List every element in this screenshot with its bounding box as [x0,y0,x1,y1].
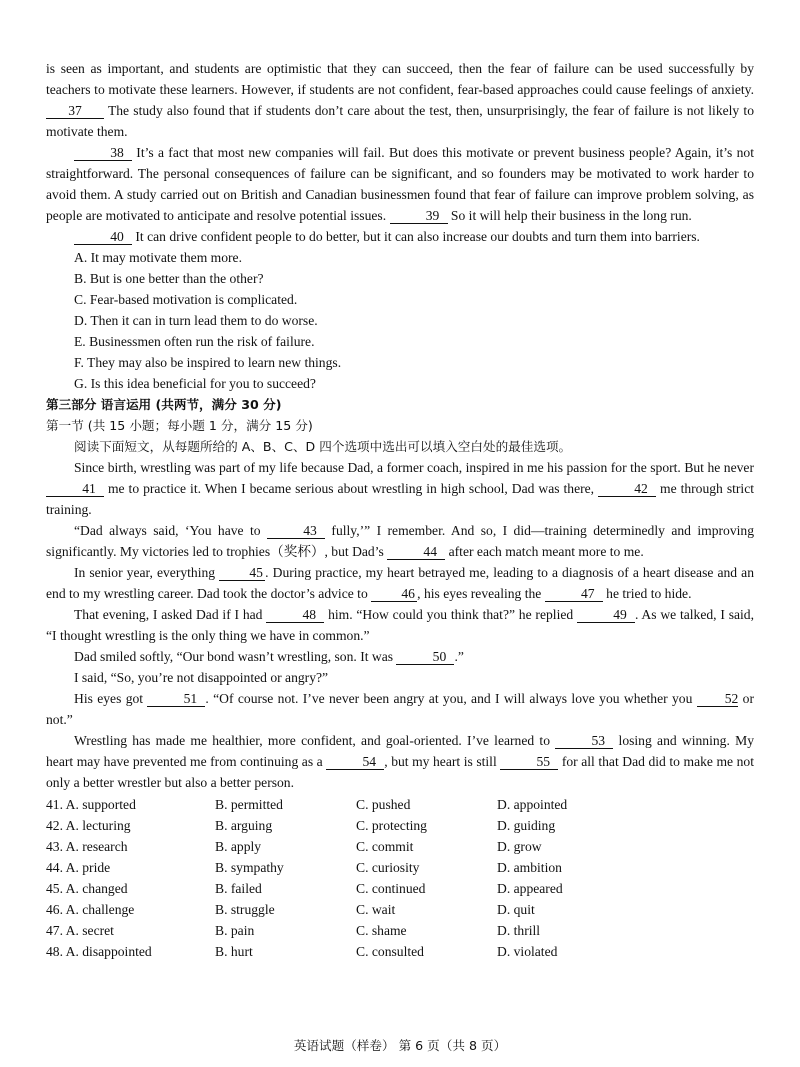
choice-row-44 [46,857,754,878]
paragraph-text: It can drive confident people to do better, but it can also increase our doubts and turn them into barriers. [135,229,700,244]
story-paragraph-6: I said, “So, you’re not disappointed or angry?” [74,670,329,685]
story-text: losing and winning. My heart may have prevented me from continuing as a [46,733,755,769]
story-text: him. “How could you think that?” he replied [328,607,574,622]
choice-a: 43. A. research [46,839,128,854]
option-c: C. Fear-based motivation is complicated. [74,292,298,307]
option-f: F. They may also be inspired to learn new things. [74,355,342,370]
story-text: he tried to hide. [606,586,692,601]
story-paragraph-8 [46,730,754,793]
story-text: , his eyes revealing the [417,586,542,601]
choice-b: B. arguing [215,818,273,833]
story-text: , but my heart is still [384,754,497,769]
blank-39: 39 [390,208,448,224]
choice-b: B. hurt [215,944,253,959]
option-a: A. It may motivate them more. [74,250,242,265]
option-g: G. Is this idea beneficial for you to succeed? [74,376,316,391]
instruction: 阅读下面短文，从每题所给的 A、B、C、D 四个选项中选出可以填入空白处的最佳选项。 [74,439,572,454]
choice-d: D. violated [497,944,558,959]
story-text: me to practice it. When I became serious about wrestling in high school, Dad was there, [107,481,595,496]
story-text: . During practice, my heart betrayed me, leading to a diagnosis of a heart disease and an end to my wrestling career. Dad took the doctor’s advice to [46,565,754,601]
answer-choices [46,794,754,962]
choice-c: C. commit [356,839,414,854]
exam-page [46,58,754,962]
story-text: “Dad always said, ‘You have to [74,523,261,538]
option-e: E. Businessmen often run the risk of failure. [74,334,315,349]
blank-41: 41 [46,481,104,497]
blank-55: 55 [500,754,558,770]
paragraph-text: It’s a fact that most new companies will fail. But does this motivate or prevent business people? Again, it’s not straightforward. The personal consequences of failure can be significant, and so founders may be motivated to work harder to avoid them. A study carried out on British and Canadian businessmen found that fear of failure can improve problem solving, as people are motivated to anticipate and resolve potential issues. [46,145,754,223]
choice-d: D. grow [497,839,542,854]
blank-40: 40 [74,229,132,245]
choice-c: C. wait [356,902,396,917]
choice-a: 41. A. supported [46,797,136,812]
blank-52: 52 [697,691,739,707]
choice-row-42 [46,815,754,836]
choice-b: B. sympathy [215,860,284,875]
choice-row-43 [46,836,754,857]
choice-d: D. thrill [497,923,541,938]
story-text: In senior year, everything [74,565,216,580]
choice-c: C. shame [356,923,407,938]
passage-paragraph-1 [46,58,754,142]
story-text: .” [454,649,464,664]
choice-a: 48. A. disappointed [46,944,152,959]
story-paragraph-1 [46,457,754,520]
choice-row-46 [46,899,754,920]
story-paragraph-5 [46,646,754,667]
story-paragraph-2 [46,520,754,562]
choice-d: D. quit [497,902,535,917]
blank-43: 43 [267,523,325,539]
story-text: fully,’” I remember. And so, I did—training determinedly and improving significantly. My victories led to trophies（奖杯）, but Dad’s [46,523,755,559]
option-b: B. But is one better than the other? [74,271,264,286]
page-footer: 英语试题（样卷） 第 6 页（共 8 页） [293,1038,507,1053]
story-text: me through strict training. [46,481,754,517]
choice-b: B. failed [215,881,262,896]
story-text: Dad smiled softly, “Our bond wasn’t wrestling, son. It was [74,649,394,664]
option-list [46,247,754,394]
choice-b: B. pain [215,923,255,938]
story-text: His eyes got [74,691,144,706]
blank-38: 38 [74,145,132,161]
choice-row-45 [46,878,754,899]
choice-c: C. pushed [356,797,411,812]
choice-row-41 [46,794,754,815]
story-text: Wrestling has made me healthier, more confident, and goal-oriented. I’ve learned to [74,733,551,748]
choice-b: B. apply [215,839,262,854]
blank-45: 45 [219,565,265,581]
choice-b: B. struggle [215,902,275,917]
story-text: or not.” [46,691,754,727]
choice-c: C. curiosity [356,860,420,875]
section-heading: 第三部分 语言运用 (共两节，满分 30 分) [46,397,282,412]
choice-a: 44. A. pride [46,860,111,875]
passage-paragraph-2 [46,142,754,226]
paragraph-text: is seen as important, and students are optimistic that they can succeed, then the fear of failure can be used successfully by teachers to motivate these learners. However, if students are not confident, fear-based approaches could cause feelings of anxiety. [46,61,754,97]
blank-44: 44 [387,544,445,560]
choice-row-47 [46,920,754,941]
choice-a: 42. A. lecturing [46,818,131,833]
blank-47: 47 [545,586,603,602]
blank-48: 48 [266,607,324,623]
blank-49: 49 [577,607,635,623]
choice-a: 47. A. secret [46,923,114,938]
paragraph-text: So it will help their business in the long run. [450,208,692,223]
story-text: for all that Dad did to make me not only a better wrestler but also a better person. [46,754,754,790]
story-text: after each match meant more to me. [448,544,644,559]
story-paragraph-3 [46,562,754,604]
choice-c: C. consulted [356,944,424,959]
choice-row-48 [46,941,754,962]
option-d: D. Then it can in turn lead them to do worse. [74,313,318,328]
choice-c: C. protecting [356,818,427,833]
story-text: That evening, I asked Dad if I had [74,607,263,622]
choice-a: 46. A. challenge [46,902,135,917]
choice-d: D. guiding [497,818,556,833]
story-text: . As we talked, I said, “I thought wrestling is the only thing we have in common.” [46,607,754,643]
choice-a: 45. A. changed [46,881,128,896]
story-paragraph-7 [46,688,754,730]
story-text: . “Of course not. I’ve never been angry at you, and I will always love you whether you [205,691,693,706]
passage-paragraph-3 [46,226,754,247]
choice-d: D. appeared [497,881,563,896]
choice-d: D. appointed [497,797,568,812]
story-paragraph-4 [46,604,754,646]
blank-50: 50 [396,649,454,665]
blank-42: 42 [598,481,656,497]
blank-37: 37 [46,103,104,119]
blank-51: 51 [147,691,205,707]
story-text: Since birth, wrestling was part of my life because Dad, a former coach, inspired in me his passion for the sport. But he never [74,460,754,475]
choice-c: C. continued [356,881,426,896]
blank-53: 53 [555,733,613,749]
paragraph-text: The study also found that if students don’t care about the test, then, unsurprisingly, the fear of failure is not likely to motivate them. [46,103,755,139]
choice-d: D. ambition [497,860,562,875]
blank-54: 54 [326,754,384,770]
choice-b: B. permitted [215,797,283,812]
sub-heading: 第一节 (共 15 小题；每小题 1 分，满分 15 分) [46,418,313,433]
blank-46: 46 [371,586,417,602]
